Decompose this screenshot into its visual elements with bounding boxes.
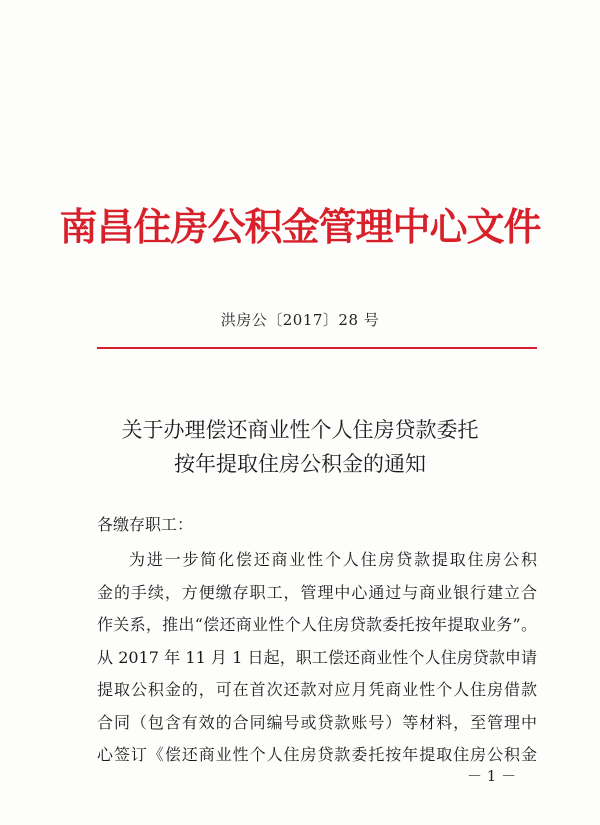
red-separator-rule <box>97 347 537 349</box>
body-line: 心签订《偿还商业性个人住房贷款委托按年提取住房公积金 <box>97 745 537 764</box>
notice-title-line: 按年提取住房公积金的通知 <box>174 452 426 476</box>
issuing-authority-header: 南昌住房公积金管理中心文件 <box>59 204 541 249</box>
body-line: 提取公积金的，可在首次还款对应月凭商业性个人住房借款 <box>97 680 537 699</box>
body-line: 从 2017 年 11 月 1 日起，职工偿还商业性个人住房贷款申请 <box>97 647 537 667</box>
body-line: 为进一步简化偿还商业性个人住房贷款提取住房公积 <box>129 550 537 569</box>
notice-body <box>97 544 537 772</box>
salutation: 各缴存职工： <box>97 515 194 534</box>
document-number: 洪房公〔2017〕28 号 <box>220 311 380 329</box>
notice-title <box>0 413 600 481</box>
notice-title-line: 关于办理偿还商业性个人住房贷款委托 <box>121 418 479 442</box>
body-line: 作关系，推出“偿还商业性个人住房贷款委托按年提取业务”。 <box>97 615 537 634</box>
body-line: 金的手续，方便缴存职工，管理中心通过与商业银行建立合 <box>97 582 537 602</box>
body-line: 合同（包含有效的合同编号或贷款账号）等材料，至管理中 <box>97 712 537 732</box>
page-number: － 1 － <box>467 767 517 785</box>
